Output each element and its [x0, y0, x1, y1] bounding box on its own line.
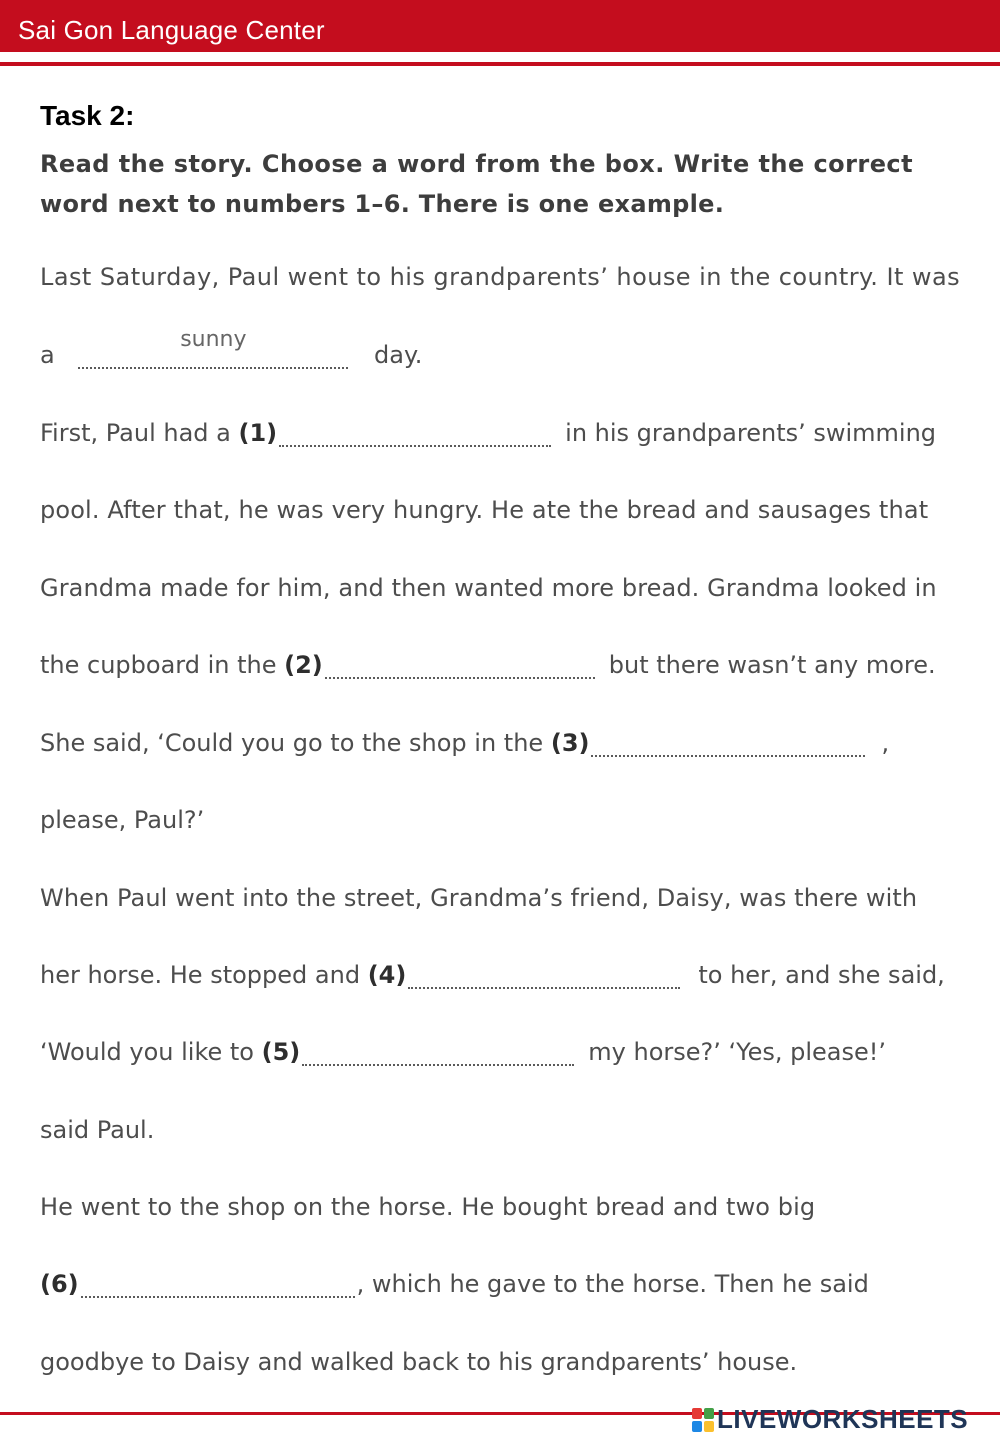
story-line-14 — [40, 1272, 869, 1298]
answer-blank-6[interactable] — [81, 1274, 355, 1298]
story-line-6 — [40, 653, 936, 679]
question-number-1: (1) — [238, 419, 278, 447]
story-line-7 — [40, 731, 889, 757]
story-text: my horse?’ ‘Yes, please!’ — [588, 1038, 887, 1066]
liveworksheets-logo-text: LIVEWORKSHEETS — [717, 1404, 969, 1434]
story-line-9: When Paul went into the street, Grandma’s friend, Daisy, was there with — [40, 884, 918, 912]
story-line-11 — [40, 1040, 886, 1066]
story-line-2 — [40, 327, 423, 369]
answer-blank-4[interactable] — [408, 965, 680, 989]
question-number-3: (3) — [550, 729, 590, 757]
header-bar — [0, 0, 1000, 52]
story-line-3 — [40, 421, 936, 447]
question-number-2: (2) — [284, 651, 323, 679]
story-text: , which he gave to the horse. Then he said — [356, 1270, 869, 1298]
question-number-4: (4) — [367, 961, 407, 989]
story-line-15: goodbye to Daisy and walked back to his grandparents’ house. — [40, 1348, 798, 1376]
story-text: a — [40, 341, 55, 369]
top-rule — [0, 62, 1000, 66]
logo-icon-square — [704, 1408, 714, 1419]
story-line-1: Last Saturday, Paul went to his grandparents’ house in the country. It was — [40, 263, 961, 291]
story-text: her horse. He stopped and — [40, 961, 361, 989]
story-line-8: please, Paul?’ — [40, 806, 205, 834]
instructions-line-1: Read the story. Choose a word from the box. Write the correct — [40, 150, 914, 178]
story-line-10 — [40, 963, 945, 989]
story-text: but there wasn’t any more. — [608, 651, 936, 679]
logo-icon-square — [704, 1421, 714, 1432]
logo-icon-square — [692, 1408, 702, 1419]
story-line-4: pool. After that, he was very hungry. He ate the bread and sausages that — [40, 496, 929, 524]
answer-blank-3[interactable] — [591, 733, 865, 757]
story-text: , — [881, 729, 890, 757]
answer-blank-5[interactable] — [302, 1042, 574, 1066]
story-line-5: Grandma made for him, and then wanted more bread. Grandma looked in — [40, 574, 937, 602]
task-instructions — [40, 144, 940, 224]
story-text: She said, ‘Could you go to the shop in the — [40, 729, 544, 757]
story-text: First, Paul had a — [40, 419, 231, 447]
task-title: Task 2: — [40, 100, 135, 131]
answer-blank-2[interactable] — [325, 655, 595, 679]
story-text: day. — [374, 341, 423, 369]
story-line-13: He went to the shop on the horse. He bought bread and two big — [40, 1193, 816, 1221]
liveworksheets-logo-icon — [692, 1408, 714, 1432]
story-text: in his grandparents’ swimming — [565, 419, 937, 447]
header-title: Sai Gon Language Center — [18, 15, 325, 45]
example-answer-blank — [78, 327, 348, 369]
liveworksheets-logo — [692, 1404, 968, 1435]
question-number-5: (5) — [261, 1038, 301, 1066]
logo-icon-square — [692, 1421, 702, 1432]
question-number-6: (6) — [40, 1270, 79, 1298]
story-text: to her, and she said, — [698, 961, 945, 989]
answer-blank-1[interactable] — [279, 423, 551, 447]
instructions-line-2: word next to numbers 1–6. There is one example. — [40, 190, 725, 218]
example-answer: sunny — [180, 327, 247, 352]
story-text: ‘Would you like to — [40, 1038, 254, 1066]
story-line-12: said Paul. — [40, 1116, 155, 1144]
story-text: the cupboard in the — [40, 651, 277, 679]
